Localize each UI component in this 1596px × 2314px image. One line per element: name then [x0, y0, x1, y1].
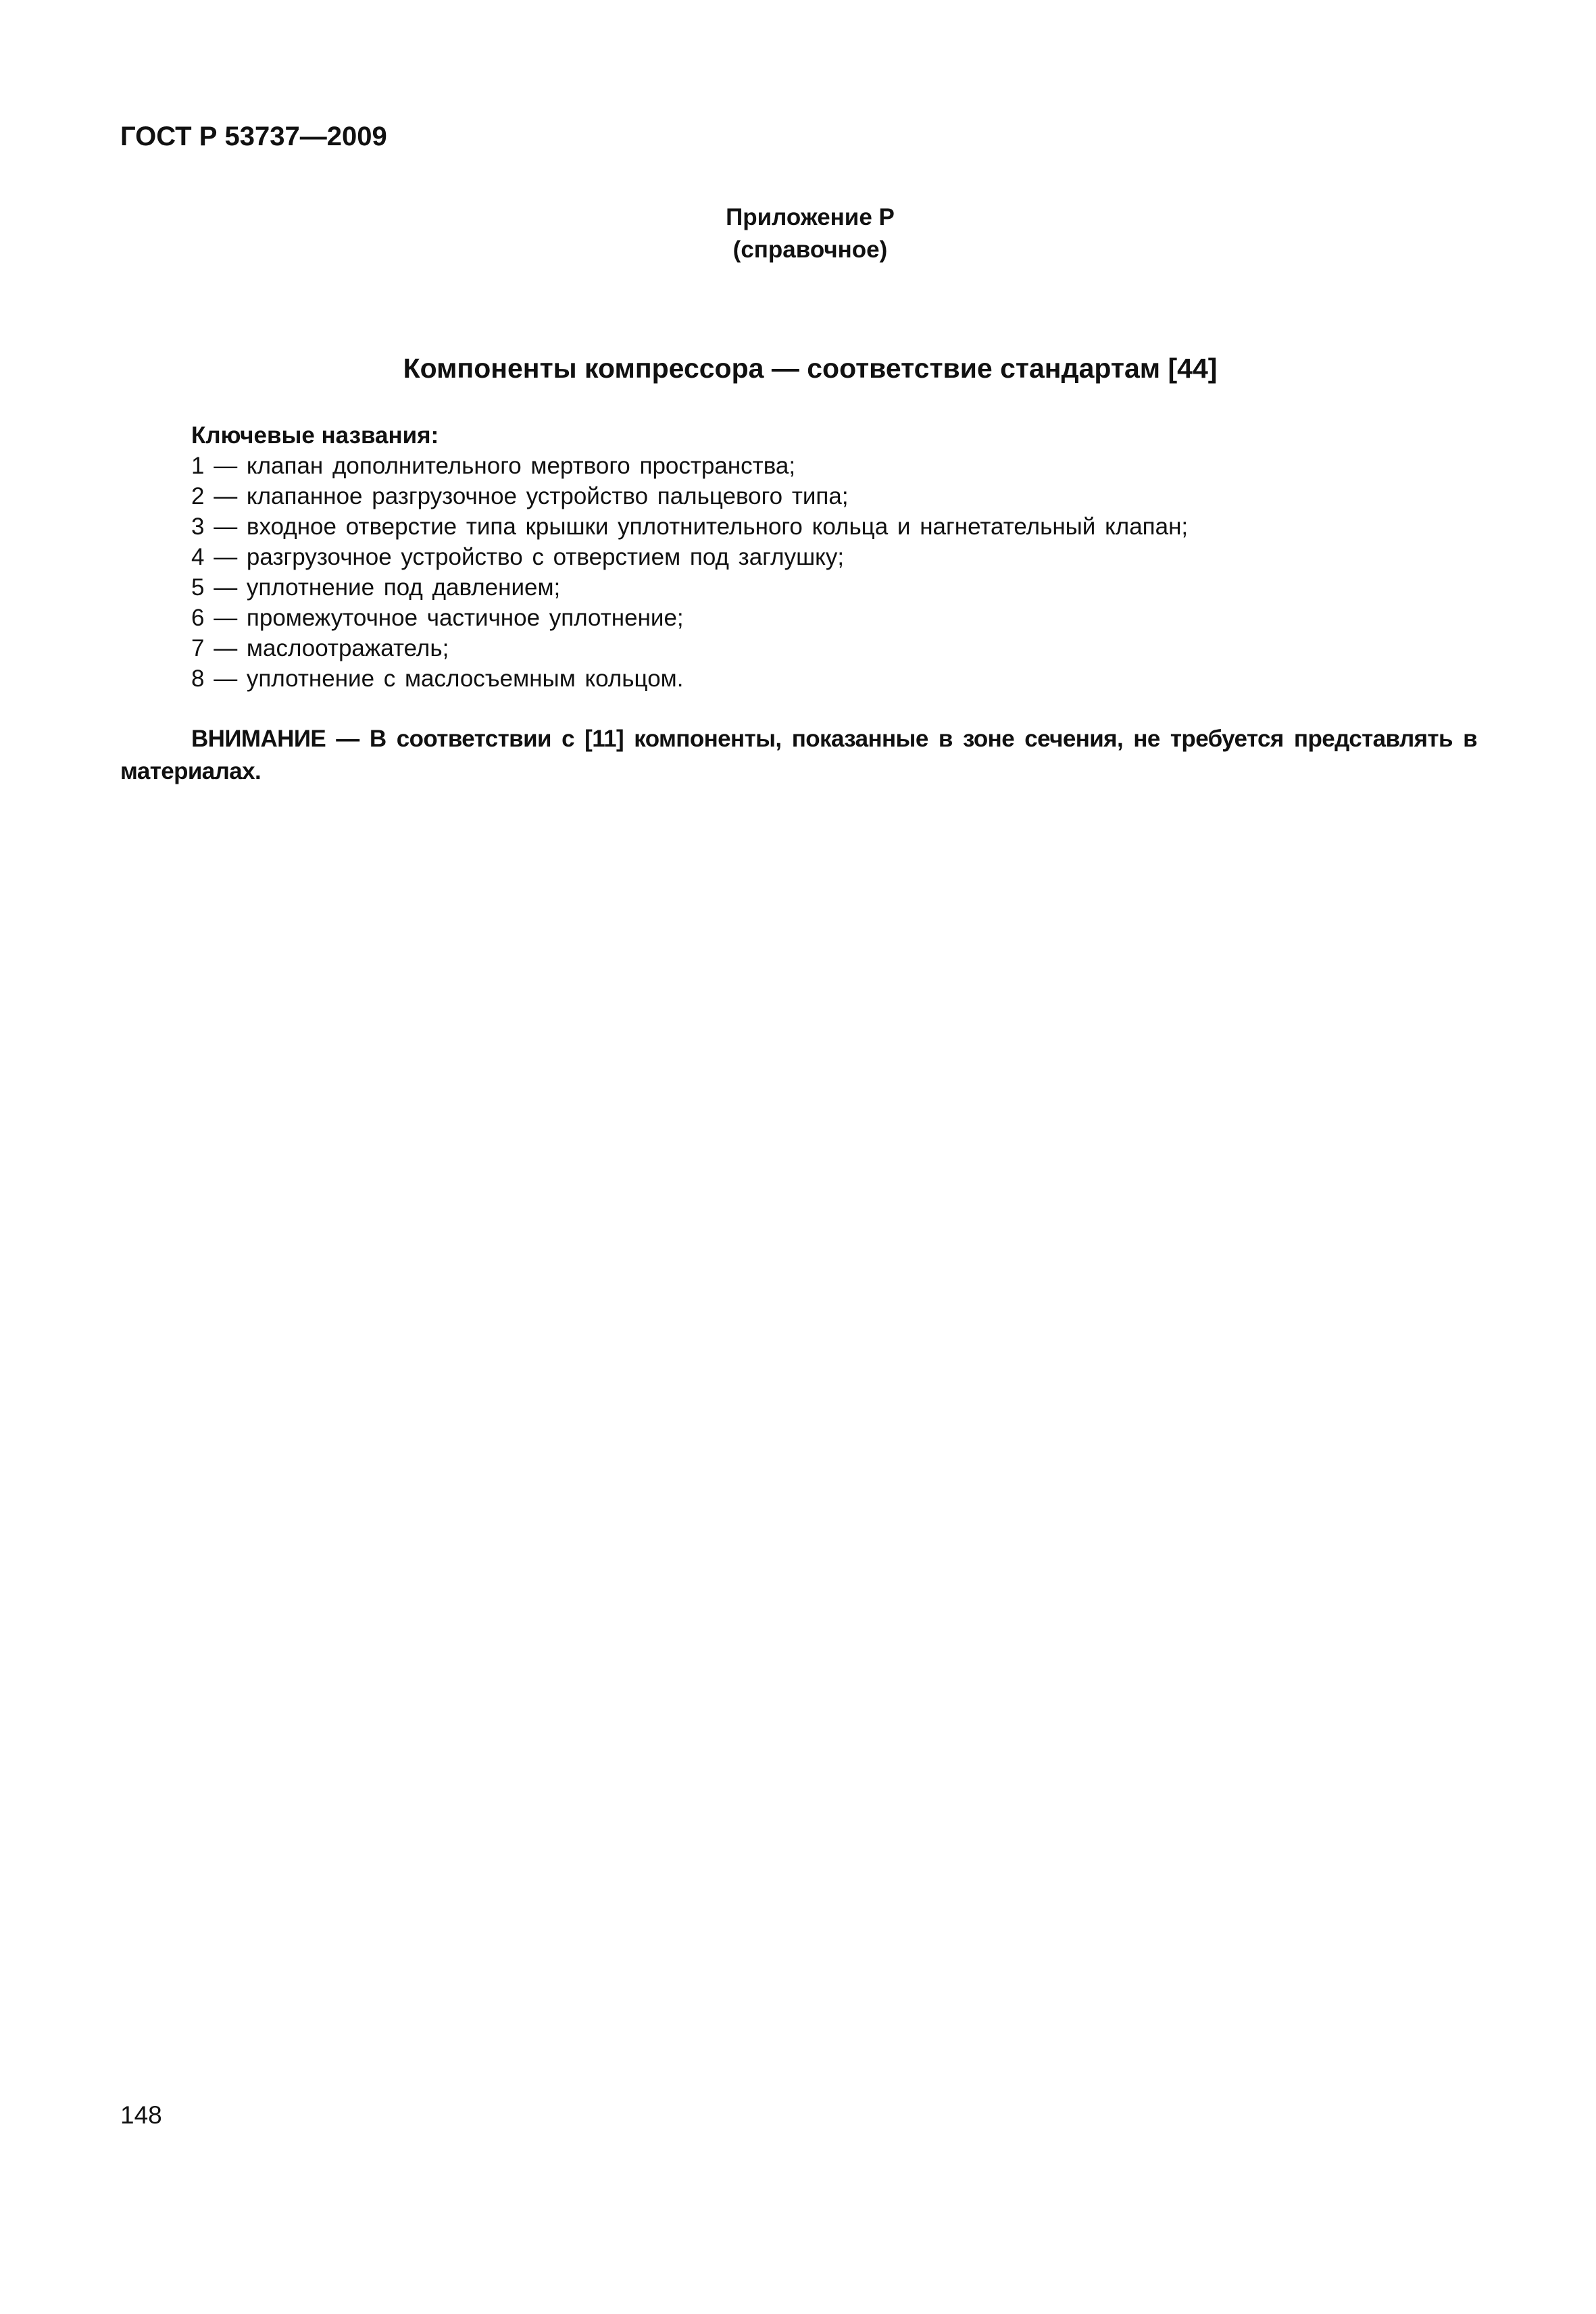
- legend-item: 2 — клапанное разгрузочное устройство пальцевого типа;: [191, 483, 849, 509]
- legend-item: 5 — уплотнение под давлением;: [191, 574, 561, 601]
- legend-list: [191, 451, 1509, 694]
- legend-item: 7 — маслоотражатель;: [191, 635, 449, 661]
- legend-item: 3 — входное отверстие типа крышки уплотнительного кольца и нагнетательный клапан;: [191, 513, 1189, 540]
- legend-heading: Ключевые названия:: [191, 422, 439, 449]
- legend: [191, 420, 1509, 694]
- warning-note: ВНИМАНИЕ — В соответствии с [11] компоненты, показанные в зоне сечения, не требуется представлять в материалах.: [120, 726, 1477, 784]
- appendix-title: Приложение Р: [726, 204, 895, 230]
- appendix-type: (справочное): [732, 236, 888, 263]
- document-code: ГОСТ Р 53737—2009: [120, 122, 387, 151]
- section-title-text: Компоненты компрессора — соответствие стандартам [44]: [403, 353, 1218, 384]
- legend-item: 6 — промежуточное частичное уплотнение;: [191, 605, 684, 631]
- section-title: [0, 353, 1596, 384]
- legend-item: 4 — разгрузочное устройство с отверстием под заглушку;: [191, 544, 845, 570]
- legend-item: 1 — клапан дополнительного мертвого пространства;: [191, 453, 796, 479]
- appendix-heading: [0, 201, 1596, 266]
- page-number: 148: [120, 2101, 162, 2129]
- legend-item: 8 — уплотнение с маслосъемным кольцом.: [191, 665, 684, 692]
